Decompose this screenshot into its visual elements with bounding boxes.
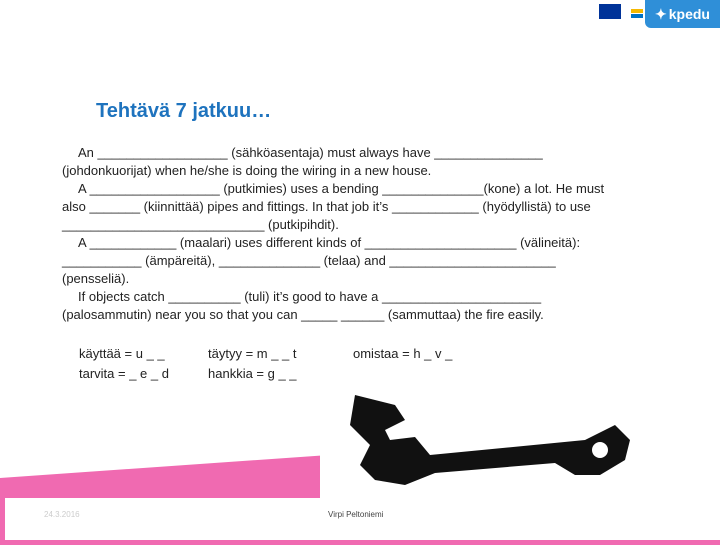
- eu-flag-logo: [599, 4, 621, 19]
- exercise-line: also _______ (kiinnittää) pipes and fittings. In that job it’s ____________ (hyödyllistä) to use: [62, 199, 591, 214]
- exercise-text: [62, 144, 662, 324]
- hint-item: käyttää = u _ _: [79, 346, 165, 361]
- hint-item: täytyy = m _ _ t: [208, 346, 297, 361]
- hint-column-2: [208, 344, 297, 384]
- hint-item: hankkia = g _ _: [208, 366, 297, 381]
- kpedu-logo: [645, 0, 720, 28]
- footer-date: 24.3.2016: [44, 510, 80, 519]
- exercise-line: (johdonkuorijat) when he/she is doing the wiring in a new house.: [62, 163, 432, 178]
- hint-item: omistaa = h _ v _: [353, 346, 453, 361]
- exercise-line: ____________________________ (putkipihdit).: [62, 217, 339, 232]
- logo-bar: [595, 0, 720, 28]
- exercise-line: A __________________ (putkimies) uses a bending ______________(kone) a lot. He must: [78, 181, 605, 196]
- exercise-line: (palosammutin) near you so that you can _____ ______ (sammuttaa) the fire easily.: [62, 307, 544, 322]
- hint-item: tarvita = _ e _ d: [79, 366, 169, 381]
- kpedu-mark-icon: ✦: [655, 5, 667, 22]
- wrench-icon: [345, 385, 635, 495]
- page-title: Tehtävä 7 jatkuu…: [96, 100, 272, 122]
- exercise-line: If objects catch __________ (tuli) it’s good to have a ______________________: [78, 289, 542, 304]
- exercise-line: An __________________ (sähköasentaja) must always have _______________: [78, 145, 543, 160]
- exercise-line: A ____________ (maalari) uses different kinds of _____________________ (välineitä):: [78, 235, 581, 250]
- hint-column-3: [353, 344, 452, 364]
- exercise-line: (pensseliä).: [62, 271, 130, 286]
- hint-column-1: [79, 344, 169, 384]
- footer-author: Virpi Peltoniemi: [328, 510, 384, 519]
- futis-logo: [629, 7, 645, 21]
- kpedu-brand-text: kpedu: [668, 6, 710, 22]
- exercise-line: ___________ (ämpäreitä), ______________ (telaa) and _______________________: [62, 253, 556, 268]
- footer-area: [5, 498, 720, 540]
